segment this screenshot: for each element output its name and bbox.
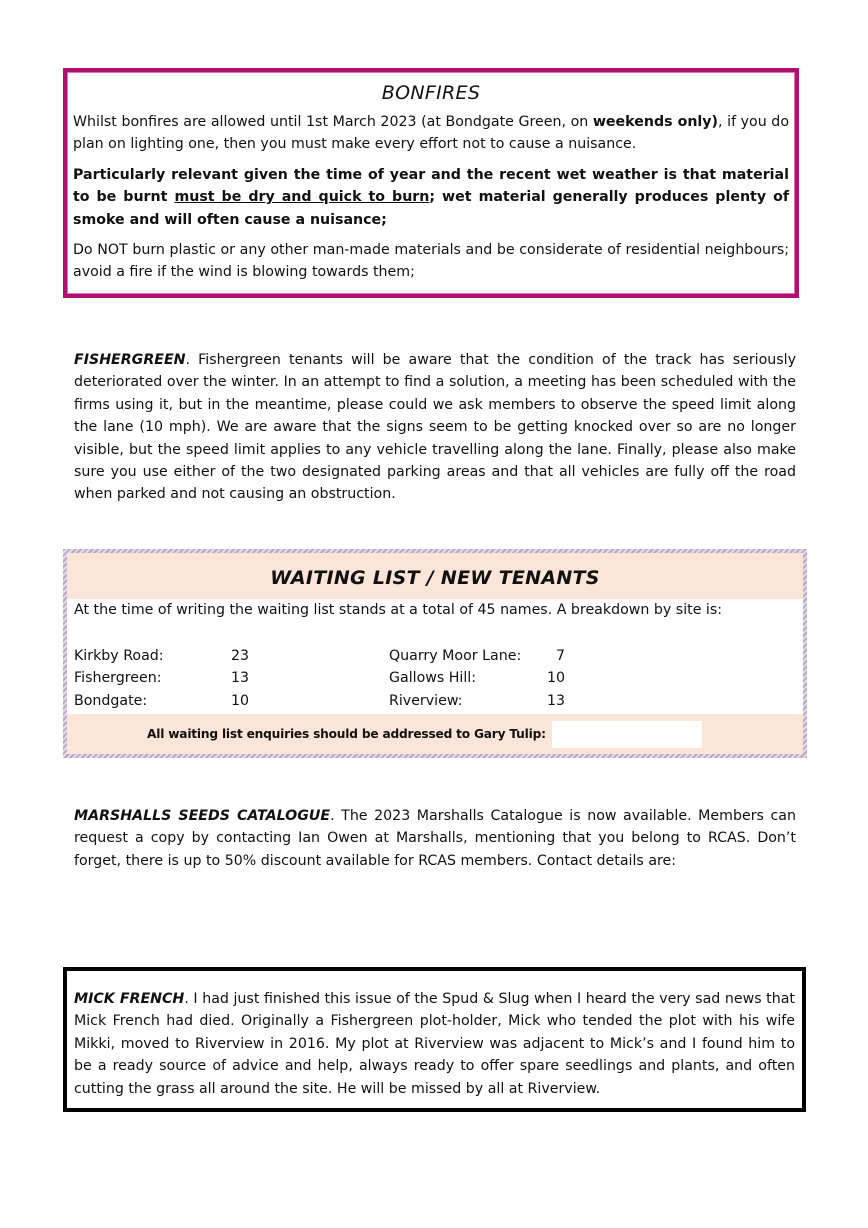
site-name: Kirkby Road: — [74, 648, 164, 664]
marshalls-body: . The 2023 Marshalls Catalogue is now available. Members can request a copy by contacting Ian Owen at Marshalls, mentioning that you belong to RCAS. Don’t forget, there is up to 50% discount available for RCAS members. Contact details are: — [74, 808, 796, 869]
site-name: Bondgate: — [74, 692, 148, 709]
waiting-list-contact-text: All waiting list enquiries should be addressed to Gary Tulip: — [147, 727, 546, 741]
bonfires-p2-text-a: Particularly relevant given the time of year and the recent wet weather is that material to be burnt — [73, 166, 789, 206]
mick-french-paragraph — [74, 988, 795, 1100]
site-name: Riverview: — [389, 692, 463, 709]
site-name: Quarry Moor Lane: — [389, 648, 522, 664]
breakdown-row — [74, 690, 794, 712]
fishergreen-lead: FISHERGREEN — [74, 352, 186, 368]
site-count: 13 — [231, 670, 250, 687]
waiting-list-header-band — [67, 553, 803, 599]
bonfires-paragraph-2 — [73, 164, 789, 231]
bonfires-p1-text-b: , if you do plan on lighting one, then you must make every effort not to cause a nuisance. — [73, 114, 789, 153]
mick-french-body: . I had just finished this issue of the Spud & Slug when I heard the very sad news that Mick French had died. Originally a Fishergreen plot-holder, Mick who tended the plot with his wife Mikki, moved to Riverview in 2016. My plot at Riverview was adjacent to Mick’s and I found him to be a ready source of advice and help, always ready to offer spare seedlings and plants, and often cutting the grass all around the site. He will be missed by all at Riverview. — [74, 991, 795, 1097]
bonfires-box — [63, 68, 799, 298]
waiting-list-box — [63, 549, 807, 758]
fishergreen-body: . Fishergreen tenants will be aware that the condition of the track has seriously deteriorated over the winter. In an attempt to find a solution, a meeting has been scheduled with the firms using it, but in the meantime, please could we ask members to observe the speed limit along the lane (10 mph). We are aware that the signs seem to be getting knocked over so are no longer visible, but the speed limit applies to any vehicle travelling along the lane. Finally, please also make sure you use either of the two designated parking areas and that all vehicles are fully off the road when parked and not causing an obstruction. — [74, 352, 796, 503]
bonfires-p1-bold: weekends only) — [592, 114, 719, 130]
fishergreen-paragraph — [74, 349, 796, 506]
waiting-list-intro: At the time of writing the waiting list stands at a total of 45 names. A breakdown by site is: — [74, 602, 723, 618]
waiting-list-footer-band — [67, 714, 803, 754]
breakdown-row — [74, 667, 794, 689]
site-count: 13 — [546, 692, 565, 709]
redacted-email-field — [552, 721, 702, 748]
waiting-list-heading: WAITING LIST / NEW TENANTS — [270, 567, 600, 589]
site-name: Gallows Hill: — [389, 670, 477, 687]
mick-french-lead: MICK FRENCH — [74, 991, 185, 1007]
clipped-contact-link[interactable] — [74, 882, 414, 885]
mick-french-box — [63, 967, 806, 1112]
marshalls-lead: MARSHALLS SEEDS CATALOGUE — [74, 808, 331, 824]
bonfires-paragraph-1 — [73, 111, 789, 156]
site-count: 10 — [546, 670, 565, 687]
site-count: 10 — [231, 692, 250, 709]
bonfires-p1-text-a: Whilst bonfires are allowed until 1st March 2023 (at Bondgate Green, on — [73, 114, 593, 130]
site-count: 23 — [231, 648, 250, 664]
bonfires-heading: BONFIRES — [381, 82, 481, 104]
marshalls-paragraph — [74, 805, 796, 872]
waiting-list-breakdown — [74, 645, 794, 712]
site-name: Fishergreen: — [74, 670, 162, 687]
breakdown-row — [74, 645, 794, 667]
bonfires-p2-underline: must be dry and quick to burn — [174, 189, 430, 206]
bonfires-p2-text-b: ; wet material generally produces plenty of smoke and will often cause a nuisance; — [73, 189, 789, 228]
site-count: 7 — [555, 648, 565, 664]
bonfires-paragraph-3: Do NOT burn plastic or any other man-made materials and be considerate of residential neighbours; avoid a fire if the wind is blowing towards them; — [73, 242, 789, 281]
